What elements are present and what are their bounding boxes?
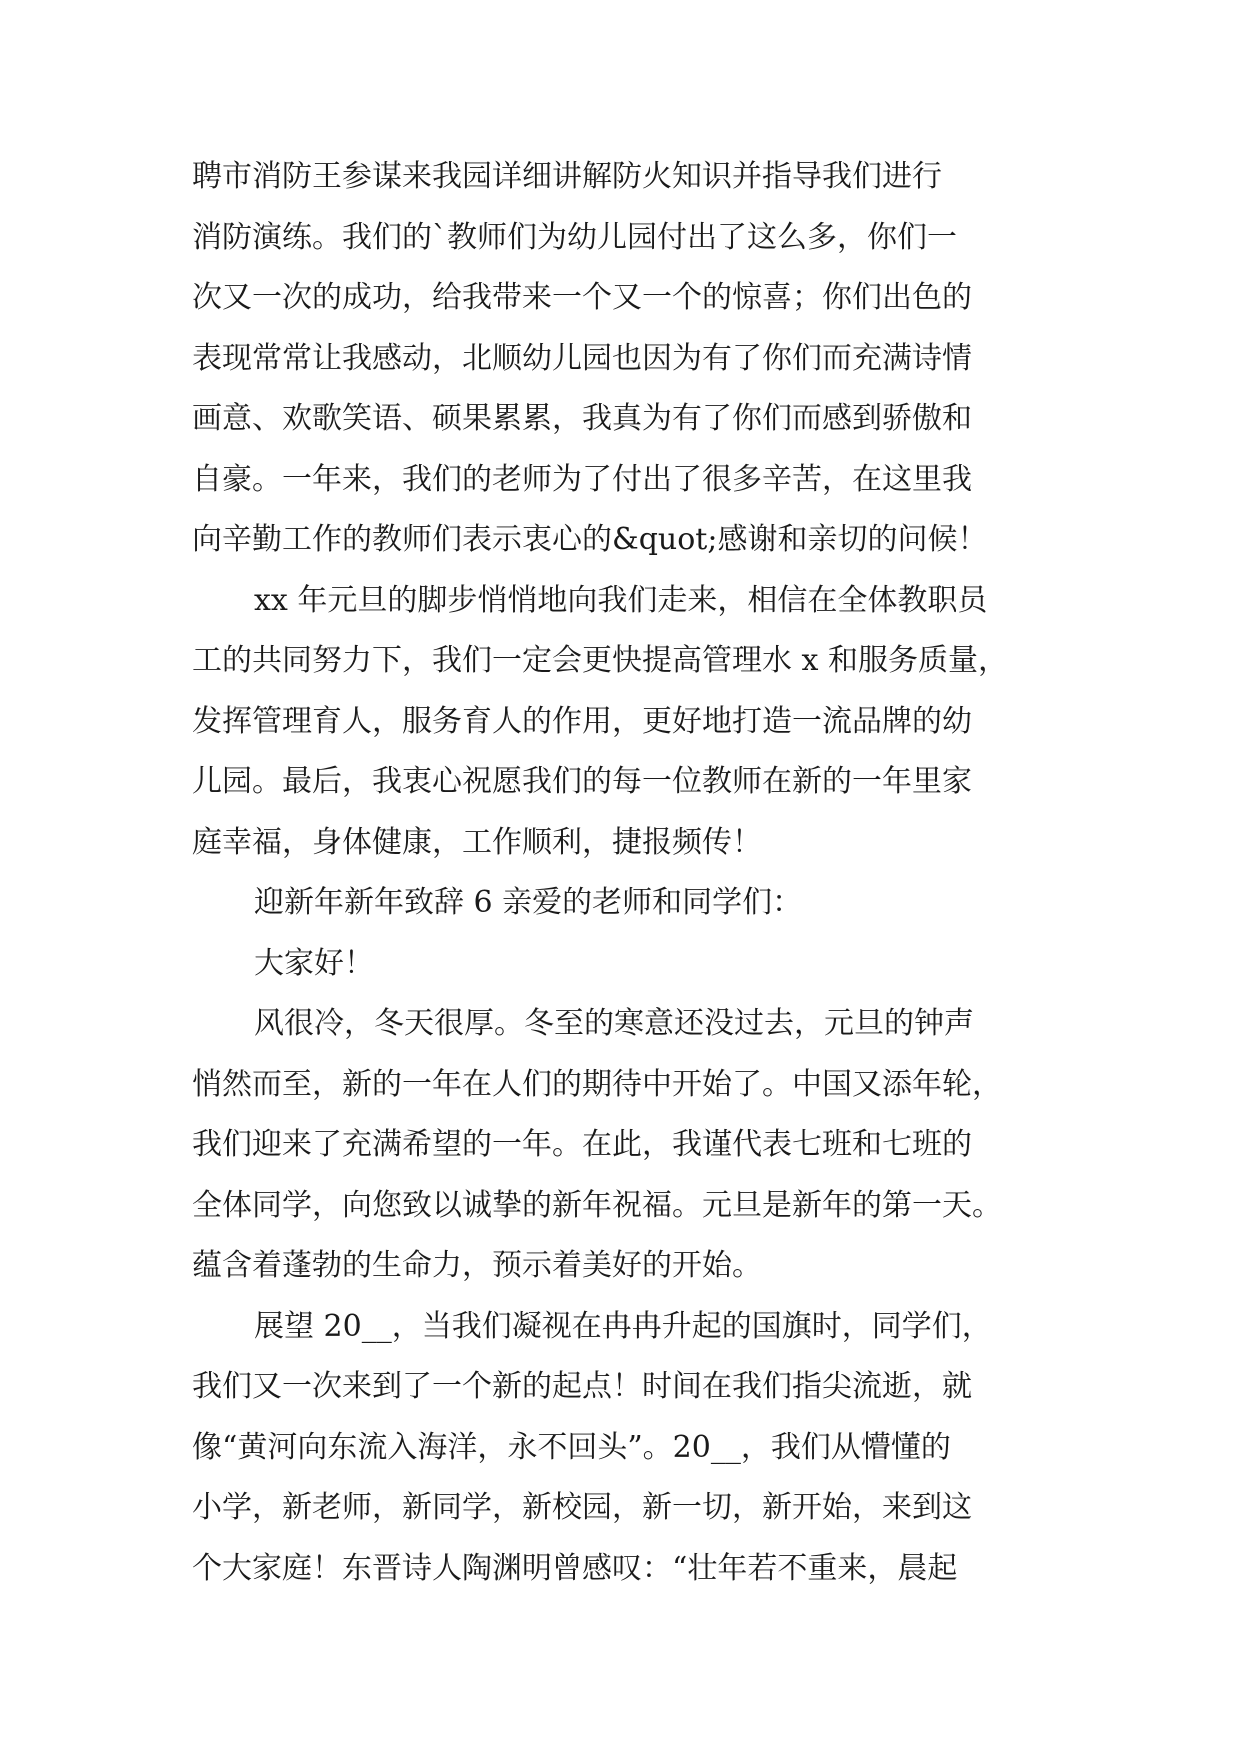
text-line: 表现常常让我感动，北顺幼儿园也因为有了你们而充满诗情 (192, 340, 972, 376)
section-heading: 迎新年新年致辞 6 亲爱的老师和同学们： (254, 885, 803, 920)
text-line: 我们又一次来到了一个新的起点！时间在我们指尖流逝，就 (192, 1369, 972, 1404)
document-body (192, 147, 1062, 1599)
text-line: 个大家庭！东晋诗人陶渊明曾感叹：“壮年若不重来，晨起 (192, 1550, 958, 1586)
paragraph-first-line: 展望 20__，当我们凝视在冉冉升起的国旗时，同学们， (254, 1308, 992, 1344)
text-line: 向辛勤工作的教师们表示衷心的&quot;感谢和亲切的问候！ (192, 522, 988, 557)
text-line: 小学，新老师，新同学，新校园，新一切，新开始，来到这 (192, 1490, 972, 1525)
paragraph-first-line: xx 年元旦的脚步悄悄地向我们走来，相信在全体教职员 (254, 582, 988, 618)
text-line: 次又一次的成功，给我带来一个又一个的惊喜；你们出色的 (192, 280, 972, 315)
text-line: 全体同学，向您致以诚挚的新年祝福。元旦是新年的第一天。 (192, 1187, 1002, 1223)
text-line: 聘市消防王参谋来我园详细讲解防火知识并指导我们进行 (192, 159, 942, 194)
text-line: 我们迎来了充满希望的一年。在此，我谨代表七班和七班的 (192, 1127, 972, 1162)
text-line: 自豪。一年来，我们的老师为了付出了很多辛苦，在这里我 (192, 461, 972, 497)
text-line: 工的共同努力下，我们一定会更快提高管理水 x 和服务质量， (192, 643, 1008, 678)
text-line: 蕴含着蓬勃的生命力，预示着美好的开始。 (192, 1248, 762, 1283)
text-line: 庭幸福，身体健康，工作顺利，捷报频传！ (192, 824, 762, 860)
text-line: 发挥管理育人，服务育人的作用，更好地打造一流品牌的幼 (192, 703, 972, 739)
text-line: 像“黄河向东流入海洋，永不回头”。20__，我们从懵懂的 (192, 1429, 951, 1465)
text-line: 消防演练。我们的`教师们为幼儿园付出了这么多，你们一 (192, 219, 957, 255)
text-line: 画意、欢歌笑语、硕果累累，我真为有了你们而感到骄傲和 (192, 401, 972, 436)
paragraph-first-line: 风很冷，冬天很厚。冬至的寒意还没过去，元旦的钟声 (254, 1006, 974, 1041)
text-line: 儿园。最后，我衷心祝愿我们的每一位教师在新的一年里家 (192, 764, 972, 799)
greeting-line: 大家好！ (254, 945, 374, 981)
text-line: 悄然而至，新的一年在人们的期待中开始了。中国又添年轮， (192, 1066, 1002, 1102)
